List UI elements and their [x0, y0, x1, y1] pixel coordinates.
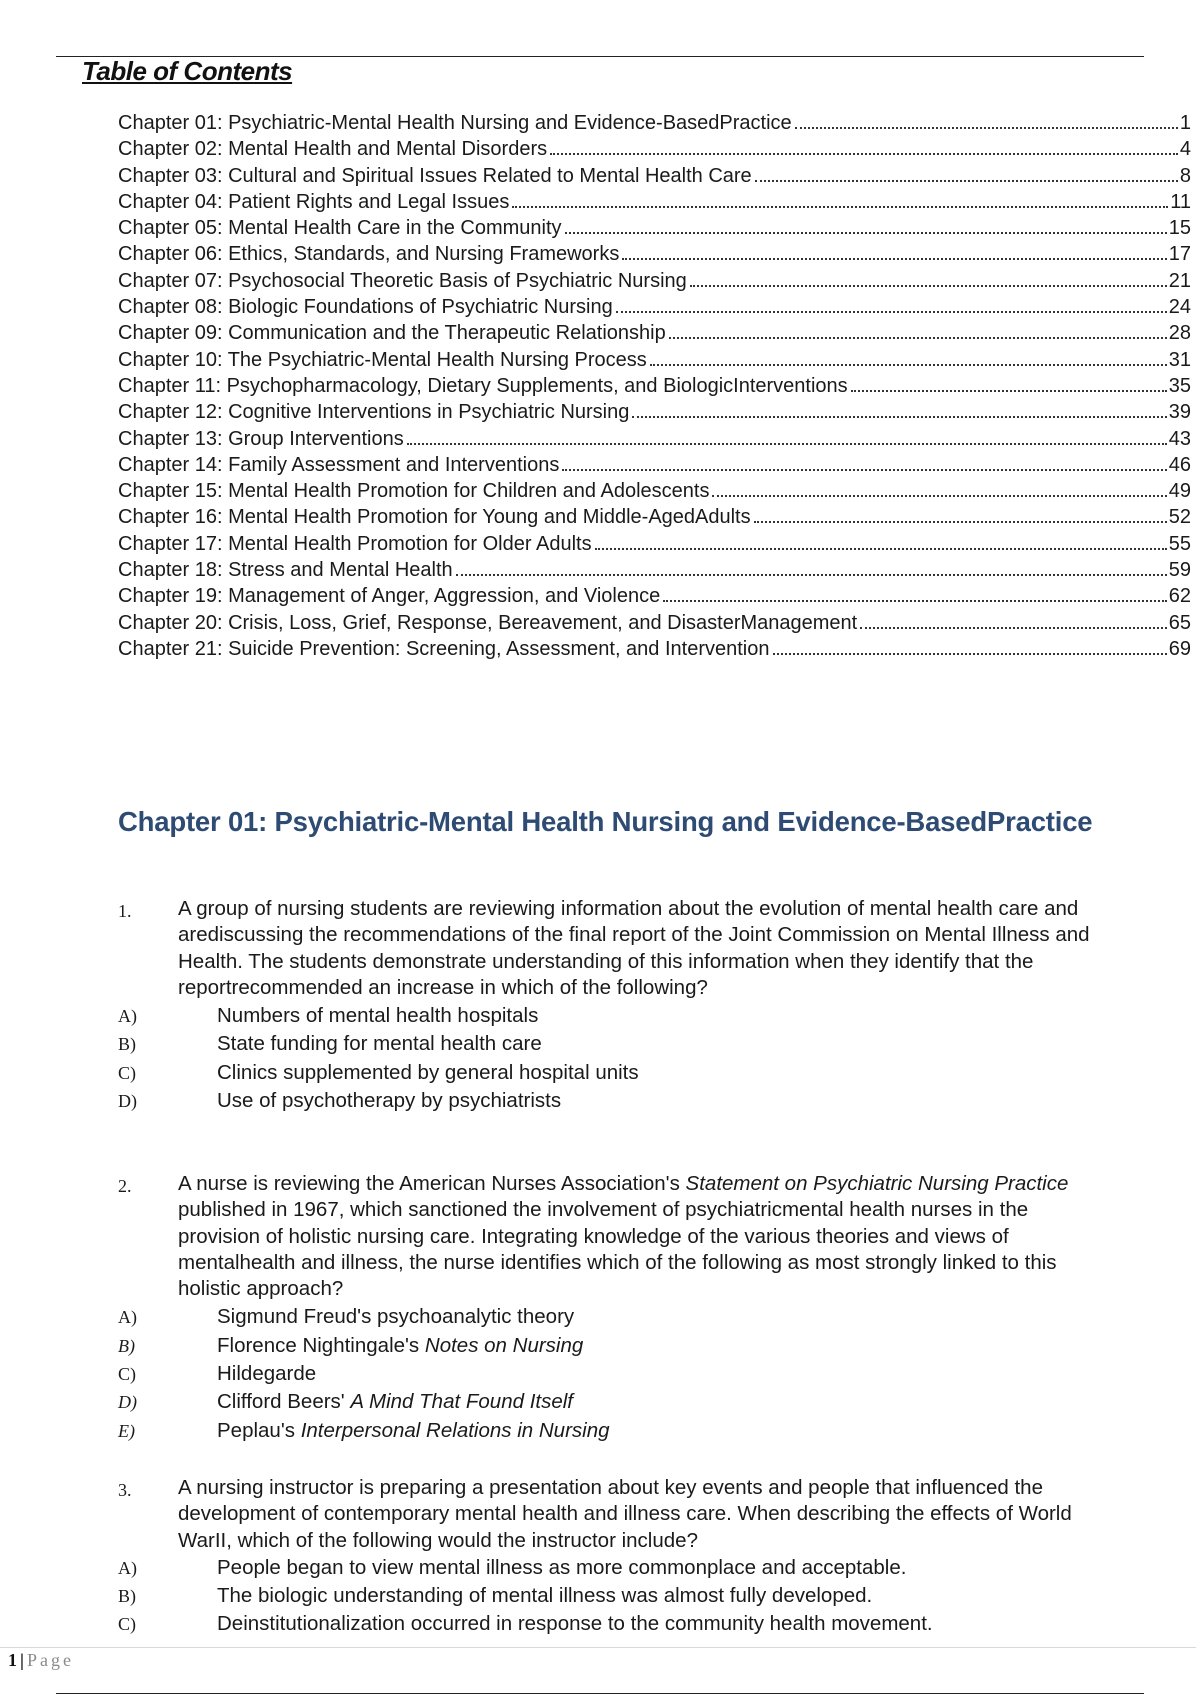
option-text-plain: Florence Nightingale's: [217, 1333, 425, 1357]
option-letter: D): [118, 1091, 137, 1112]
option-text-italic: Notes on Nursing: [424, 1333, 584, 1357]
toc-entry-12[interactable]: [118, 401, 1191, 427]
option-letter: A): [118, 1006, 137, 1027]
toc-entry-08[interactable]: [118, 296, 1191, 322]
toc-entry-page: 24: [1168, 296, 1191, 319]
option-text: [217, 1334, 583, 1358]
option-letter: D): [118, 1392, 137, 1413]
toc-entry-page: 52: [1168, 506, 1191, 529]
toc-entry-title: Chapter 09: Communication and the Therapeutic Relationship: [118, 322, 666, 345]
toc-entry-page: 69: [1168, 637, 1191, 660]
option-text-italic: A Mind That Found Itself: [350, 1390, 573, 1414]
toc-entry-title: Chapter 08: Biologic Foundations of Psychiatric Nursing: [118, 296, 613, 319]
toc-entry-title: Chapter 05: Mental Health Care in the Community: [118, 217, 562, 240]
toc-entry-19[interactable]: [118, 585, 1191, 611]
toc-entry-title: Chapter 12: Cognitive Interventions in Psychiatric Nursing: [118, 401, 630, 424]
toc-entry-page: 39: [1168, 401, 1191, 424]
footer-separator: |: [20, 1650, 24, 1670]
toc-entry-page: 1: [1179, 112, 1191, 134]
toc-leader: [407, 443, 1167, 445]
toc-leader: [851, 390, 1167, 392]
toc-leader: [712, 495, 1166, 497]
toc-entry-title: Chapter 15: Mental Health Promotion for Children and Adolescents: [118, 480, 710, 503]
toc-entry-page: 46: [1168, 453, 1191, 476]
option-d[interactable]: [118, 1390, 1118, 1418]
stem-title-italic: Statement on Psychiatric Nursing Practice: [685, 1172, 1069, 1195]
toc-leader: [595, 548, 1167, 550]
option-b[interactable]: [118, 1334, 1118, 1362]
toc-entry-title: Chapter 04: Patient Rights and Legal Issues: [118, 190, 510, 213]
option-letter: B): [118, 1034, 136, 1055]
stem-text: A nurse is reviewing the American Nurses Association's: [178, 1172, 686, 1195]
option-text-italic: Interpersonal Relations in Nursing: [300, 1418, 610, 1442]
page-number: 1: [8, 1650, 17, 1670]
toc-entry-13[interactable]: [118, 428, 1191, 454]
toc-entry-page: 62: [1168, 585, 1191, 608]
toc-leader: [616, 311, 1167, 313]
toc-entry-title: Chapter 07: Psychosocial Theoretic Basis of Psychiatric Nursing: [118, 269, 687, 292]
toc-leader: [860, 627, 1167, 629]
toc-entry-01[interactable]: [118, 112, 1191, 138]
chapter-heading: Chapter 01: Psychiatric-Mental Health Nursing and Evidence-BasedPractice: [118, 806, 1093, 837]
toc-leader: [690, 285, 1167, 287]
toc-entry-title: Chapter 19: Management of Anger, Aggression, and Violence: [118, 585, 661, 608]
option-text: People began to view mental illness as more commonplace and acceptable.: [217, 1555, 907, 1579]
toc-leader: [669, 337, 1167, 339]
toc-entry-page: 65: [1168, 611, 1191, 634]
question-1: [118, 896, 1118, 1117]
toc-entry-09[interactable]: [118, 322, 1191, 348]
toc-entry-page: 21: [1168, 269, 1191, 292]
toc-entry-21[interactable]: [118, 638, 1191, 664]
option-text: Numbers of mental health hospitals: [217, 1004, 539, 1028]
footer-rule: [0, 1647, 1196, 1648]
question-3: [118, 1475, 1118, 1641]
toc-heading: Table of Contents: [82, 56, 293, 86]
toc-entry-page: 17: [1168, 243, 1191, 266]
option-b[interactable]: [118, 1032, 1118, 1060]
option-text: The biologic understanding of mental illness was almost fully developed.: [217, 1584, 873, 1608]
toc-leader: [512, 206, 1168, 208]
toc-list: [118, 112, 1191, 664]
toc-entry-title: Chapter 21: Suicide Prevention: Screening, Assessment, and Intervention: [118, 637, 770, 660]
option-letter: A): [118, 1557, 137, 1578]
toc-leader: [650, 364, 1167, 366]
option-c[interactable]: [118, 1061, 1118, 1089]
toc-entry-title: Chapter 01: Psychiatric-Mental Health Nursing and Evidence-BasedPractice: [118, 112, 792, 134]
toc-leader: [755, 180, 1178, 182]
toc-entry-page: 8: [1179, 164, 1191, 187]
option-list: [118, 1004, 1118, 1117]
toc-entry-title: Chapter 17: Mental Health Promotion for Older Adults: [118, 532, 592, 555]
question-number: 1.: [118, 901, 132, 921]
toc-entry-page: 59: [1168, 559, 1191, 582]
toc-leader: [754, 521, 1167, 523]
option-letter: C): [118, 1364, 136, 1385]
toc-leader: [663, 600, 1167, 602]
toc-leader: [562, 469, 1166, 471]
option-d[interactable]: [118, 1089, 1118, 1117]
toc-entry-page: 31: [1168, 348, 1191, 371]
option-c[interactable]: [118, 1362, 1118, 1390]
question-number: 3.: [118, 1480, 132, 1500]
toc-entry-02[interactable]: [118, 138, 1191, 164]
option-text: Deinstitutionalization occurred in response to the community health movement.: [217, 1612, 933, 1636]
option-a[interactable]: [118, 1004, 1118, 1032]
toc-entry-page: 11: [1170, 190, 1191, 213]
toc-leader: [773, 653, 1167, 655]
toc-entry-11[interactable]: [118, 375, 1191, 401]
toc-entry-page: 35: [1168, 374, 1191, 397]
question-stem: A nursing instructor is preparing a presentation about key events and people that influenced the development of contemporary mental health and illness care. When describing the effects of World WarII, which of the following would the instructor include?: [178, 1476, 1072, 1552]
toc-entry-title: Chapter 06: Ethics, Standards, and Nursing Frameworks: [118, 243, 620, 266]
toc-leader: [456, 574, 1167, 576]
toc-entry-18[interactable]: [118, 559, 1191, 585]
toc-entry-14[interactable]: [118, 454, 1191, 480]
toc-entry-page: 15: [1168, 217, 1191, 240]
toc-entry-title: Chapter 20: Crisis, Loss, Grief, Response, Bereavement, and DisasterManagement: [118, 611, 858, 634]
option-letter: B): [118, 1335, 135, 1356]
option-letter: E): [118, 1420, 135, 1441]
option-a[interactable]: [118, 1305, 1118, 1333]
option-text: Use of psychotherapy by psychiatrists: [217, 1089, 562, 1113]
question-number: 2.: [118, 1176, 132, 1196]
stem-text: published in 1967, which sanctioned the involvement of psychiatricmental health nurses in the provision of holistic nursing care. Integrating knowledge of the various theories and views of mentalhealth and illness, the nurse identifies which of the following as most strongly linked to this holistic approach?: [178, 1198, 1057, 1301]
question-stem: A group of nursing students are reviewing information about the evolution of mental health care and arediscussing the recommendations of the final report of the Joint Commission on Mental Illness and Health. The students demonstrate understanding of this information when they identify that the reportrecommended an increase in which of the following?: [178, 897, 1090, 999]
toc-entry-04[interactable]: [118, 191, 1191, 217]
option-letter: A): [118, 1307, 137, 1328]
toc-entry-15[interactable]: [118, 480, 1191, 506]
toc-entry-page: 43: [1168, 427, 1191, 450]
toc-entry-page: 49: [1168, 480, 1191, 503]
page-footer: [8, 1650, 74, 1671]
option-e[interactable]: [118, 1419, 1118, 1447]
option-letter: C): [118, 1062, 136, 1083]
option-text: State funding for mental health care: [217, 1032, 542, 1056]
option-text: [217, 1419, 610, 1443]
toc-entry-page: 55: [1168, 532, 1191, 555]
bottom-rule: [56, 1693, 1144, 1694]
toc-entry-page: 28: [1168, 322, 1191, 345]
option-b[interactable]: [118, 1584, 1118, 1612]
option-c[interactable]: [118, 1612, 1118, 1640]
question-2: [118, 1171, 1118, 1447]
toc-entry-07[interactable]: [118, 270, 1191, 296]
option-list: [118, 1305, 1118, 1446]
option-text: Hildegarde: [217, 1362, 317, 1386]
toc-entry-06[interactable]: [118, 243, 1191, 269]
option-text: Sigmund Freud's psychoanalytic theory: [217, 1305, 575, 1329]
toc-entry-title: Chapter 16: Mental Health Promotion for Young and Middle-AgedAdults: [118, 506, 751, 529]
option-text-plain: Clifford Beers': [217, 1390, 351, 1414]
toc-entry-title: Chapter 14: Family Assessment and Interventions: [118, 453, 560, 476]
option-letter: C): [118, 1614, 136, 1635]
toc-entry-title: Chapter 13: Group Interventions: [118, 427, 404, 450]
question-stem: [178, 1171, 1098, 1302]
toc-leader: [565, 232, 1167, 234]
toc-leader: [795, 127, 1178, 129]
toc-entry-page: 4: [1179, 138, 1191, 161]
toc-entry-03[interactable]: [118, 165, 1191, 191]
toc-entry-title: Chapter 18: Stress and Mental Health: [118, 559, 453, 582]
toc-entry-title: Chapter 02: Mental Health and Mental Disorders: [118, 138, 548, 161]
toc-entry-10[interactable]: [118, 349, 1191, 375]
option-list: [118, 1556, 1118, 1641]
option-letter: B): [118, 1586, 136, 1607]
option-text-plain: Peplau's: [217, 1418, 301, 1442]
toc-entry-title: Chapter 03: Cultural and Spiritual Issues Related to Mental Health Care: [118, 164, 752, 187]
toc-entry-17[interactable]: [118, 533, 1191, 559]
toc-leader: [622, 258, 1166, 260]
toc-entry-title: Chapter 11: Psychopharmacology, Dietary Supplements, and BiologicInterventions: [118, 374, 848, 397]
option-text: Clinics supplemented by general hospital units: [217, 1060, 639, 1084]
toc-entry-20[interactable]: [118, 612, 1191, 638]
toc-leader: [550, 153, 1178, 155]
option-a[interactable]: [118, 1556, 1118, 1584]
toc-entry-title: Chapter 10: The Psychiatric-Mental Health Nursing Process: [118, 348, 647, 371]
option-text: [217, 1390, 573, 1414]
toc-leader: [632, 416, 1166, 418]
page-label: Page: [26, 1650, 74, 1670]
toc-entry-16[interactable]: [118, 506, 1191, 532]
toc-entry-05[interactable]: [118, 217, 1191, 243]
